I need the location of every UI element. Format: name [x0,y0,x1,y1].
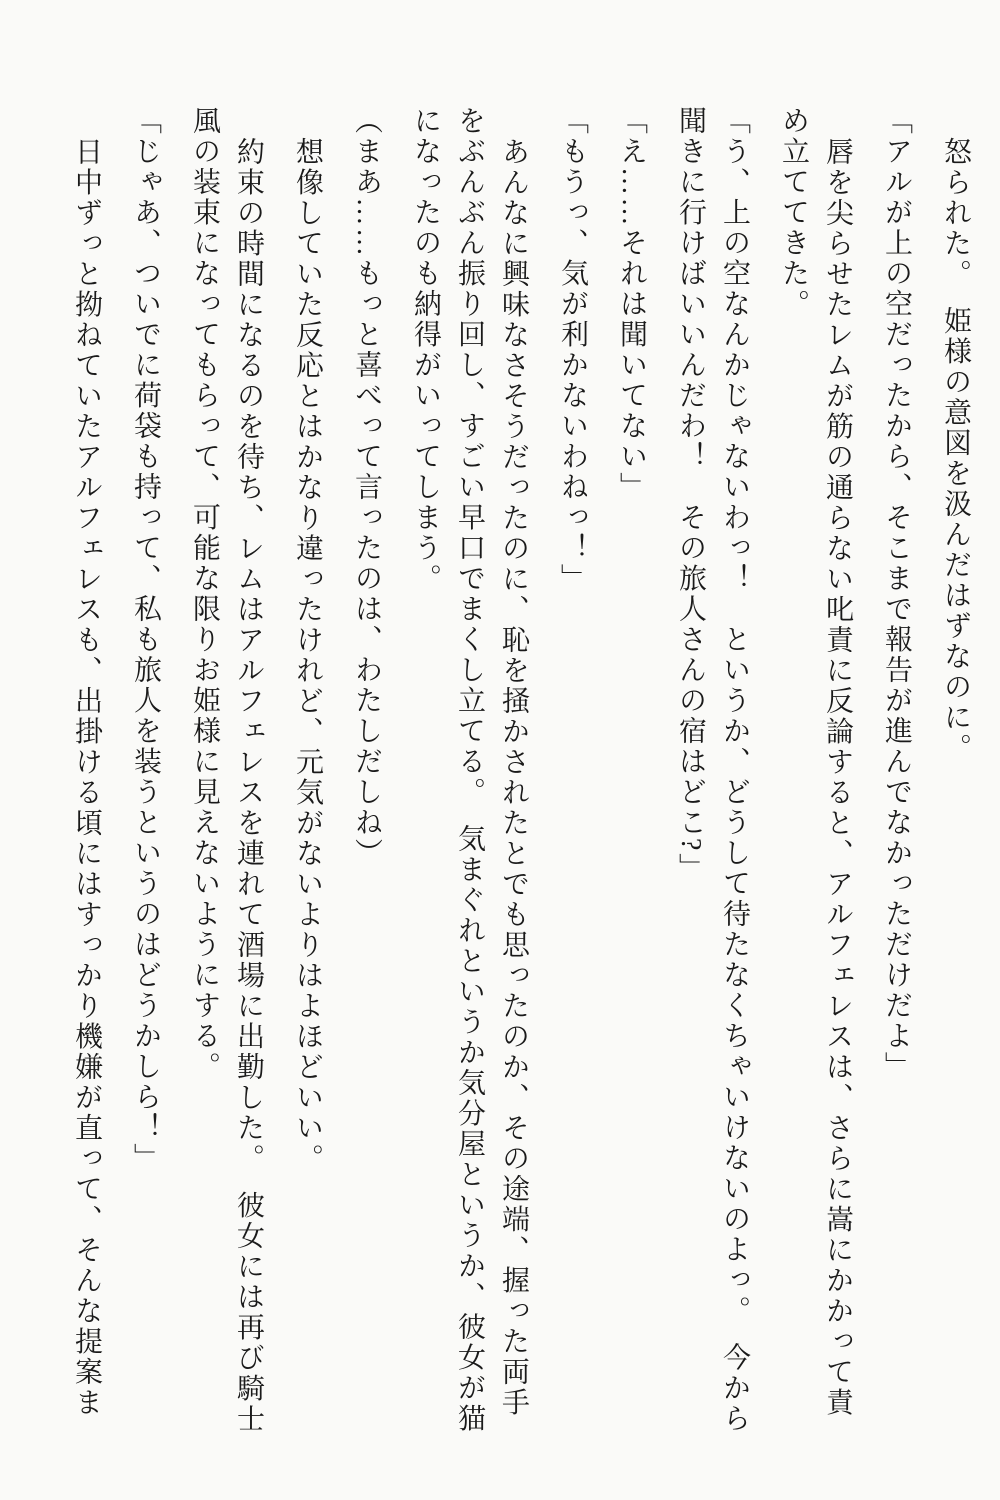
text-column-9: あんなに興味なさそうだったのに、恥を掻かされたとでも思ったのか、その途端、握った両手 [498,137,529,1418]
text-column-14: 約束の時間になるのを待ち、レムはアルフェレスを連れて酒場に出勤した。 彼女には再び騎士 [233,137,264,1435]
text-column-6: 聞きに行けばいいんだわ！ その旅人さんの宿はどこ?」 [675,106,706,884]
text-column-17: 日中ずっと拗ねていたアルフェレスも、出掛ける頃にはすっかり機嫌が直って、そんな提案ま [71,137,102,1418]
text-column-16: 「じゃあ、ついでに荷袋も持って、私も旅人を装うというのはどうかしら！」 [130,106,161,1174]
text-column-11: になったのも納得がいってしまう。 [410,106,441,594]
text-column-2: 「アルが上の空だったから、そこまで報告が進んでなかっただけだよ」 [881,106,912,1082]
text-column-10: をぶんぶん振り回し、すごい早口でまくし立てる。 気まぐれというか気分屋というか、彼女が猫 [454,106,485,1434]
text-column-3: 唇を尖らせたレムが筋の通らない叱責に反論すると、アルフェレスは、さらに嵩にかかって責 [822,137,853,1418]
text-column-15: 風の装束になってもらって、可能な限りお姫様に見えないようにする。 [189,106,220,1082]
text-column-12: （まあ……もっと喜べって言ったのは、わたしだしね） [351,106,382,869]
text-column-7: 「え……それは聞いてない」 [616,106,647,503]
text-column-8: 「もうっ、気が利かないわねっ！」 [557,106,588,594]
text-column-13: 想像していた反応とはかなり違ったけれど、元気がないよりはよほどいい。 [292,137,323,1174]
text-column-5: 「う、上の空なんかじゃないわっ！ というか、どうして待たなくちゃいけないのよっ。 今から [719,106,750,1434]
text-column-1: 怒られた。 姫様の意図を汲んだはずなのに。 [940,137,971,764]
text-column-4: め立ててきた。 [778,106,809,320]
